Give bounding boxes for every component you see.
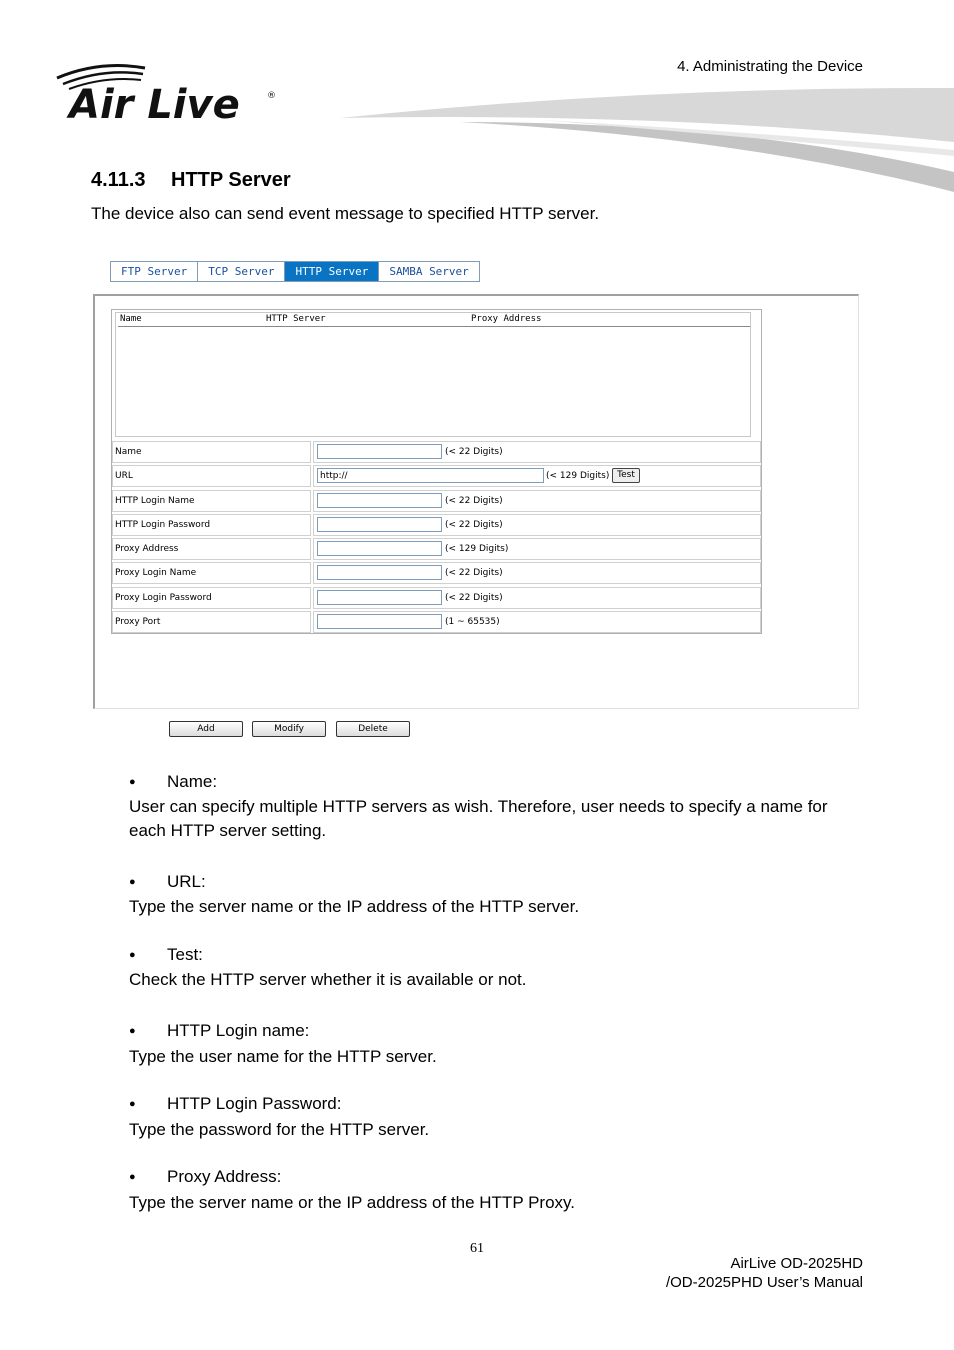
- bullet-dot-icon: ●: [129, 1025, 136, 1037]
- chapter-header: 4. Administrating the Device: [677, 58, 863, 75]
- row-label: URL: [112, 465, 311, 487]
- tab-tcp-server[interactable]: TCP Server: [198, 262, 285, 281]
- list-header-proxy-address: Proxy Address: [471, 314, 542, 324]
- row-label: Proxy Login Name: [112, 562, 311, 584]
- list-header: [118, 314, 750, 327]
- row-hint: (< 22 Digits): [445, 447, 503, 457]
- bullet-term: Test:: [167, 945, 203, 964]
- row-label: HTTP Login Name: [112, 490, 311, 512]
- name-input[interactable]: [317, 444, 442, 459]
- row-hint: (< 22 Digits): [445, 593, 503, 603]
- row-hint: (< 129 Digits): [546, 471, 610, 481]
- modify-button[interactable]: Modify: [252, 721, 326, 737]
- http-login-name-input[interactable]: [317, 493, 442, 508]
- row-hint: (< 22 Digits): [445, 568, 503, 578]
- tab-http-server[interactable]: HTTP Server: [285, 262, 379, 281]
- bullet-name: [129, 772, 217, 792]
- page-number: 61: [470, 1241, 484, 1256]
- server-tabs: [110, 261, 480, 282]
- section-title: [91, 169, 291, 192]
- header-swoosh-graphic: [340, 82, 954, 202]
- row-hint: (1 ~ 65535): [445, 617, 500, 627]
- tab-samba-server[interactable]: SAMBA Server: [379, 262, 478, 281]
- proxy-address-input[interactable]: [317, 541, 442, 556]
- http-login-password-input[interactable]: [317, 517, 442, 532]
- proxy-login-name-input[interactable]: [317, 565, 442, 580]
- delete-button[interactable]: Delete: [336, 721, 410, 737]
- bullet-proxy-address: [129, 1167, 281, 1187]
- row-http-login-name: [112, 490, 761, 513]
- row-proxy-login-name: [112, 562, 761, 585]
- svg-text:Air Live: Air Live: [69, 82, 240, 128]
- row-hint: (< 22 Digits): [445, 496, 503, 506]
- bullet-desc: Type the server name or the IP address of the HTTP Proxy.: [129, 1193, 575, 1212]
- bullet-dot-icon: ●: [129, 776, 136, 788]
- row-proxy-port: [112, 611, 761, 634]
- row-label: Proxy Address: [112, 538, 311, 560]
- list-header-http-server: HTTP Server: [266, 314, 326, 324]
- list-header-name: Name: [120, 314, 142, 324]
- bullet-test: [129, 945, 203, 965]
- bullet-dot-icon: ●: [129, 949, 136, 961]
- bullet-http-login-name: [129, 1021, 309, 1041]
- bullet-http-login-password: [129, 1094, 341, 1114]
- row-http-login-password: [112, 514, 761, 537]
- row-hint: (< 129 Digits): [445, 544, 509, 554]
- bullet-desc: User can specify multiple HTTP servers as wish. Therefore, user needs to specify a name for each HTTP server setting.: [129, 797, 828, 840]
- row-label: Proxy Login Password: [112, 587, 311, 609]
- row-label: Proxy Port: [112, 611, 311, 633]
- row-url: [112, 465, 761, 488]
- bullet-desc: Type the server name or the IP address of the HTTP server.: [129, 897, 580, 916]
- row-proxy-address: [112, 538, 761, 561]
- row-label: HTTP Login Password: [112, 514, 311, 536]
- bullet-term: Proxy Address:: [167, 1167, 282, 1186]
- section-number: 4.11.3: [91, 169, 146, 191]
- row-name: [112, 441, 761, 464]
- proxy-login-password-input[interactable]: [317, 590, 442, 605]
- footer-line-2: /OD-2025PHD User’s Manual: [665, 1274, 863, 1291]
- add-button[interactable]: Add: [169, 721, 243, 737]
- bullet-dot-icon: ●: [129, 1171, 136, 1183]
- bullet-term: HTTP Login name:: [167, 1021, 310, 1040]
- svg-text:®: ®: [267, 91, 276, 101]
- tab-ftp-server[interactable]: FTP Server: [111, 262, 198, 281]
- bullet-term: HTTP Login Password:: [167, 1094, 342, 1113]
- bullet-desc: Type the password for the HTTP server.: [129, 1120, 430, 1139]
- bullet-term: URL:: [167, 872, 206, 891]
- intro-paragraph: The device also can send event message to specified HTTP server.: [91, 204, 600, 223]
- bullet-term: Name:: [167, 772, 218, 791]
- row-proxy-login-password: [112, 587, 761, 610]
- bullet-dot-icon: ●: [129, 1098, 136, 1110]
- bullet-dot-icon: ●: [129, 876, 136, 888]
- bullet-desc: Check the HTTP server whether it is available or not.: [129, 970, 527, 989]
- bullet-desc: Type the user name for the HTTP server.: [129, 1047, 437, 1066]
- footer-product: [560, 1254, 863, 1292]
- url-input[interactable]: [317, 468, 544, 483]
- footer-line-1: AirLive OD-2025HD: [730, 1255, 863, 1272]
- airlive-logo: [55, 58, 285, 128]
- test-button[interactable]: Test: [612, 468, 640, 483]
- row-label: Name: [112, 441, 311, 463]
- section-title-text: HTTP Server: [171, 169, 291, 191]
- http-server-list[interactable]: [115, 312, 751, 437]
- row-hint: (< 22 Digits): [445, 520, 503, 530]
- bullet-url: [129, 872, 206, 892]
- proxy-port-input[interactable]: [317, 614, 442, 629]
